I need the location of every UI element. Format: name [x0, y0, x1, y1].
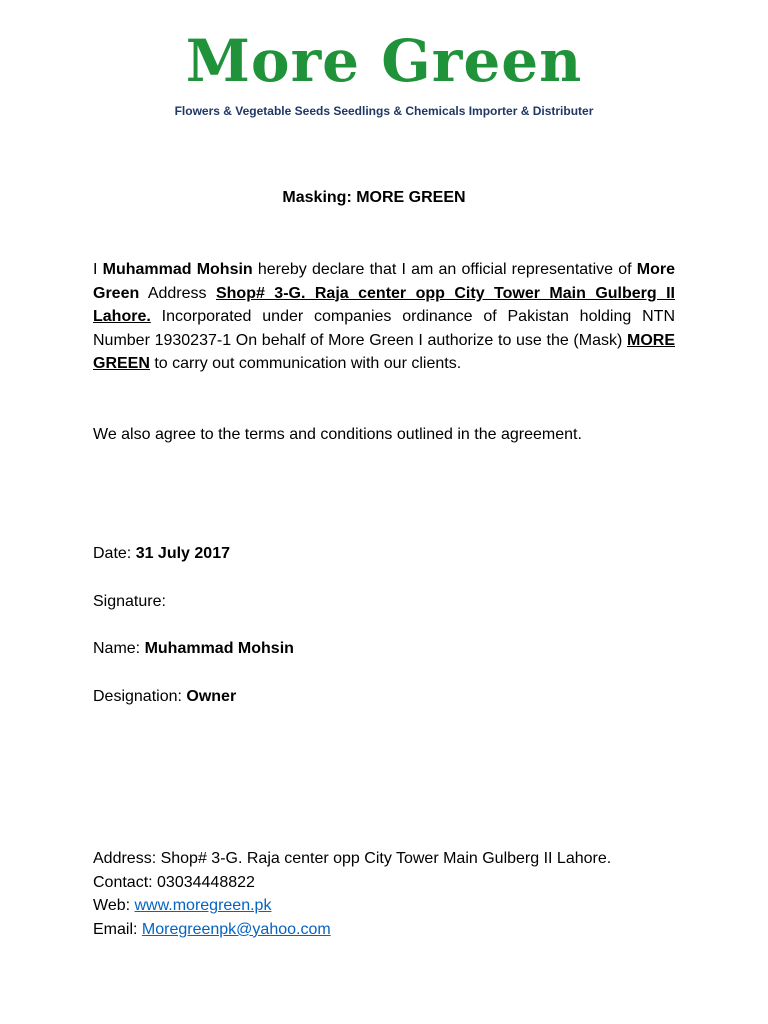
person-name: Muhammad Mohsin [102, 261, 253, 278]
date-line [93, 542, 693, 566]
date-label: Date: [93, 545, 136, 562]
subject-text: Masking: MORE GREEN [282, 189, 466, 206]
declaration-text: I [93, 261, 103, 278]
web-label: Web: [93, 897, 135, 915]
designation-label: Designation: [93, 688, 187, 705]
declaration-text: to carry out communication with our clients. [149, 355, 462, 373]
date-value: 31 July 2017 [135, 545, 230, 562]
designation-line [93, 685, 693, 709]
name-label: Name: [93, 640, 145, 657]
mask-name: MORE GREEN [93, 331, 675, 373]
email-link[interactable]: Moregreenpk@yahoo.com [141, 920, 331, 938]
email-label: Email: [93, 920, 142, 938]
signature-line [93, 590, 693, 614]
declaration-text: hereby declare that I am an official representative of [252, 261, 637, 278]
website-link[interactable]: www.moregreen.pk [134, 897, 272, 915]
footer-email [93, 918, 693, 942]
footer-contact-block [93, 847, 693, 941]
designation-value: Owner [186, 688, 237, 705]
name-line [93, 637, 693, 661]
agreement-paragraph: We also agree to the terms and conditions outlined in the agreement. [93, 426, 582, 443]
footer-address: Address: Shop# 3-G. Raja center opp City Tower Main Gulberg II Lahore. [93, 850, 612, 867]
footer-contact: Contact: 03034448822 [93, 873, 255, 891]
signature-label: Signature: [93, 593, 166, 610]
company-name: More Green [93, 261, 675, 302]
name-value: Muhammad Mohsin [144, 640, 294, 657]
subject-heading [0, 187, 748, 209]
brand-tagline: Flowers & Vegetable Seeds Seedlings & Chemicals Importer & Distributer [174, 104, 594, 118]
declaration-text: Address [139, 284, 216, 302]
footer-web [93, 894, 693, 918]
company-address: Shop# 3-G. Raja center opp City Tower Main Gulberg II Lahore. [93, 284, 676, 326]
declaration-text: Incorporated under companies ordinance of Pakistan holding NTN Number 1930237-1 On behalf of More Green I authorize to use the (Mask) [93, 308, 675, 349]
brand-name: More Green [185, 27, 583, 95]
declaration-paragraph [93, 258, 675, 376]
